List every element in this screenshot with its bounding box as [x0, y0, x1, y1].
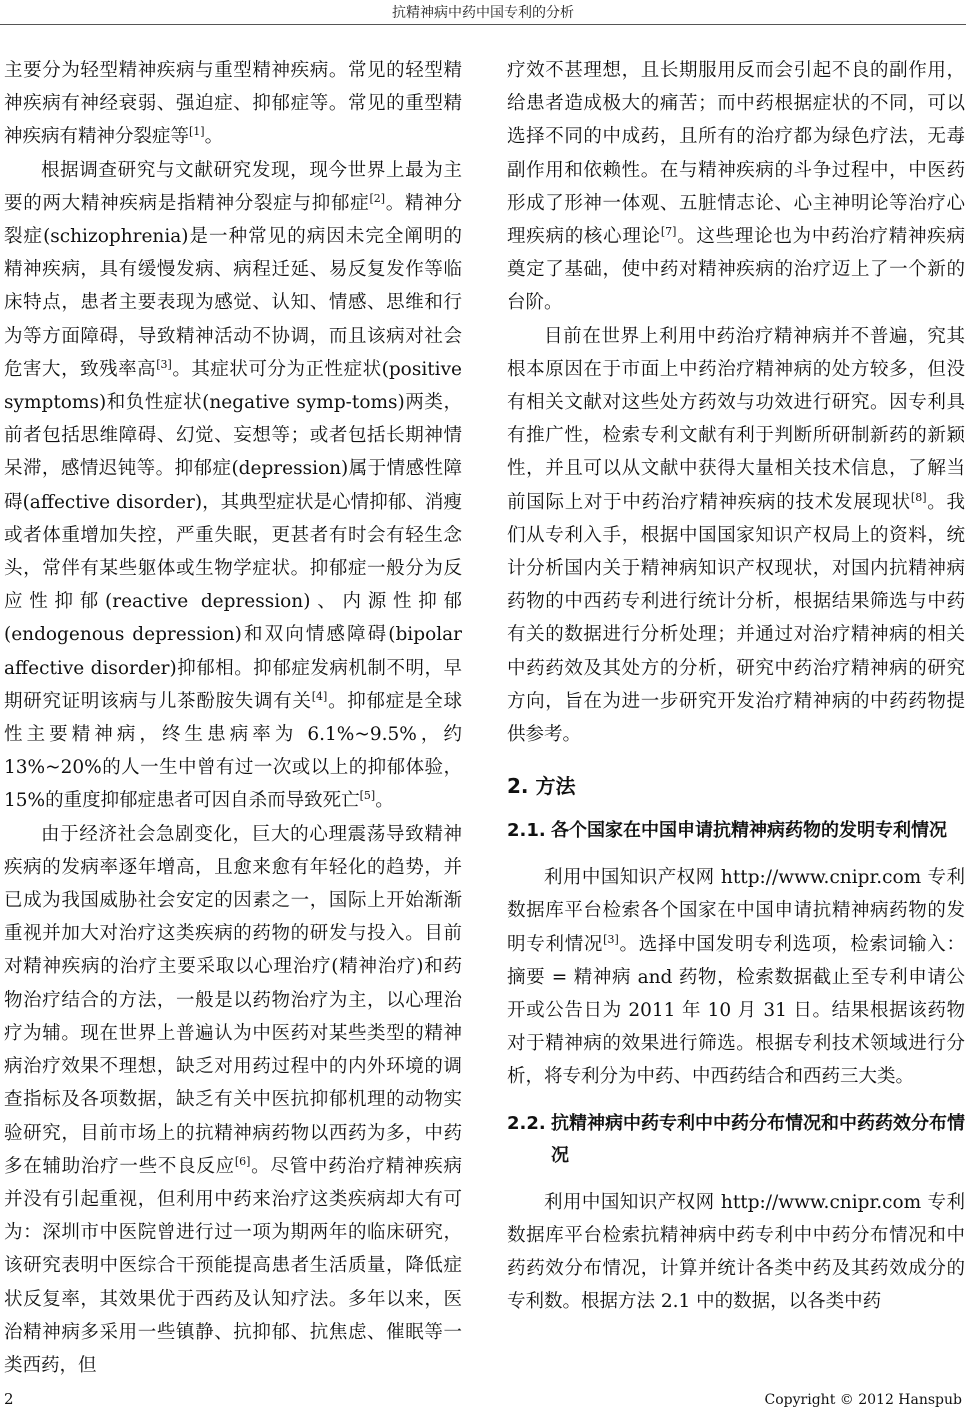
paragraph-treatment-status: 由于经济社会急剧变化，巨大的心理震荡导致精神疾病的发病率逐年增高，且愈来愈有年轻化的趋势，并已成为我国威胁社会安定的因素之一，国际上开始渐渐重视并加大对治疗这类疾病的药物的研发与投入。目前对精神疾病的治疗主要采取以心理治疗(精神治疗)和药物治疗结合的方法，一般是以药物治疗为主，以心理治疗为辅。现在世界上普遍认为中医药对某些类型的精神病治疗效果不理想，缺乏对用药过程中的内外环境的调查指标及各项数据，缺乏有关中医抗抑郁机理的动物实验研究，目前市场上的抗精神病药物以西药为多，中药多在辅助治疗一些不良反应[6]。尽管中药治疗精神疾病并没有引起重视，但利用中药来治疗这类疾病却大有可为：深圳市中医院曾进行过一项为期两年的临床研究，该研究表明中医综合干预能提高患者生活质量，降低症状反复率，其效果优于西药及认知疗法。多年以来，医治精神病多采用一些镇静、抗抑郁、抗焦虑、催眠等一类西药，但 [4, 823, 462, 1376]
section-heading-methods: 2. 方法 [507, 774, 576, 799]
citation-ref[interactable]: [2] [369, 191, 386, 205]
citation-ref[interactable]: [4] [311, 689, 328, 703]
paragraph-tcm-advantages: 疗效不甚理想，且长期服用反而会引起不良的副作用，给患者造成极大的痛苦；而中药根据症状的不同，可以选择不同的中成药，且所有的治疗都为绿色疗法，无毒副作用和依赖性。在与精神疾病的斗争过程中，中医药形成了形神一体观、五脏情志论、心主神明论等治疗心理疾病的核心理论[7]。这些理论也为中药治疗精神疾病奠定了基础，使中药对精神疾病的治疗迈上了一个新的台阶。 [507, 60, 965, 314]
subsection-heading-2-2: 2.2. 抗精神病中药专利中中药分布情况和中药药效分布情况 [507, 1112, 965, 1166]
copyright-notice: Copyright © 2012 Hanspub [764, 1392, 962, 1408]
citation-ref[interactable]: [5] [359, 789, 376, 803]
subsection-heading-2-1: 2.1. 各个国家在中国申请抗精神病药物的发明专利情况 [507, 820, 947, 842]
header-rule [0, 24, 966, 25]
citation-ref[interactable]: [7] [660, 224, 677, 238]
citation-ref[interactable]: [3] [603, 932, 619, 946]
citation-ref[interactable]: [3] [156, 357, 172, 371]
citation-ref[interactable]: [8] [910, 490, 927, 504]
citation-ref[interactable]: [1] [189, 125, 205, 139]
left-column [4, 54, 462, 1382]
right-column [507, 54, 965, 1319]
paragraph-intro-types: 主要分为轻型精神疾病与重型精神疾病。常见的轻型精神疾病有神经衰弱、强迫症、抑郁症等。常见的重型精神疾病有精神分裂症等[1]。 [4, 60, 462, 148]
citation-ref[interactable]: [6] [234, 1154, 251, 1168]
running-header: 抗精神病中药中国专利的分析 [392, 5, 574, 21]
paragraph-method-2-2: 利用中国知识产权网 http://www.cnipr.com 专利数据库平台检索抗精神病中药专利中中药分布情况和中药药效分布情况，计算并统计各类中药及其药效成分的专利数。根据方法 2.1 中的数据，以各类中药 [507, 1191, 965, 1313]
page-number: 2 [4, 1390, 14, 1408]
paragraph-schizophrenia-depression: 根据调查研究与文献研究发现，现今世界上最为主要的两大精神疾病是指精神分裂症与抑郁症[2]。精神分裂症(schizophrenia)是一种常见的病因未完全阐明的精神疾病，具有缓慢发病、病程迁延、易反复发作等临床特点，患者主要表现为感觉、认知、情感、思维和行为等方面障碍，导致精神活动不协调，而且该病对社会危害大，致残率高[3]。其症状可分为正性症状(positive symptoms)和负性症状(negative symp-toms)两类，前者包括思维障碍、幻觉、妄想等；或者包括长期神情呆滞，感情迟钝等。抑郁症(depression)属于情感性障碍(affective disorder)，其典型症状是心情抑郁、消瘦或者体重增加失控，严重失眠，更甚者有时会有轻生念头，常伴有某些躯体或生物学症状。抑郁症一般分为反应性抑郁(reactive depression)、内源性抑郁(endogenous depression)和双向情感障碍(bipolar affective disorder)抑郁相。抑郁症发病机制不明，早期研究证明该病与儿茶酚胺失调有关[4]。抑郁症是全球性主要精神病，终生患病率为 6.1%~9.5%，约 13%~20%的人一生中曾有过一次或以上的抑郁体验，15%的重度抑郁症患者可因自杀而导致死亡[5]。 [4, 159, 462, 812]
paragraph-research-aim: 目前在世界上利用中药治疗精神病并不普遍，究其根本原因在于市面上中药治疗精神病的处方较多，但没有相关文献对这些处方药效与功效进行研究。因专利具有推广性，检索专利文献有利于判断所研制新药的新颖性，并且可以从文献中获得大量相关技术信息，了解当前国际上对于中药治疗精神疾病的技术发展现状[8]。我们从专利入手，根据中国国家知识产权局上的资料，统计分析国内关于精神病知识产权现状，对国内抗精神病药物的中西药专利进行统计分析，根据结果筛选与中药有关的数据进行分析处理；并通过对治疗精神病的相关中药药效及其处方的分析，研究中药治疗精神病的研究方向，旨在为进一步研究开发治疗精神病的中药药物提供参考。 [507, 325, 965, 746]
paragraph-method-2-1: 利用中国知识产权网 http://www.cnipr.com 专利数据库平台检索各个国家在中国申请抗精神病药物的发明专利情况[3]。选择中国发明专利选项，检索词输入：摘要 = 精神病 and 药物，检索数据截止至专利申请公开或公告日为 2011 年 10 月 31 日。结果根据该药物对于精神病的效果进行筛选。根据专利技术领域进行分析，将专利分为中药、中西药结合和西药三大类。 [507, 867, 965, 1088]
